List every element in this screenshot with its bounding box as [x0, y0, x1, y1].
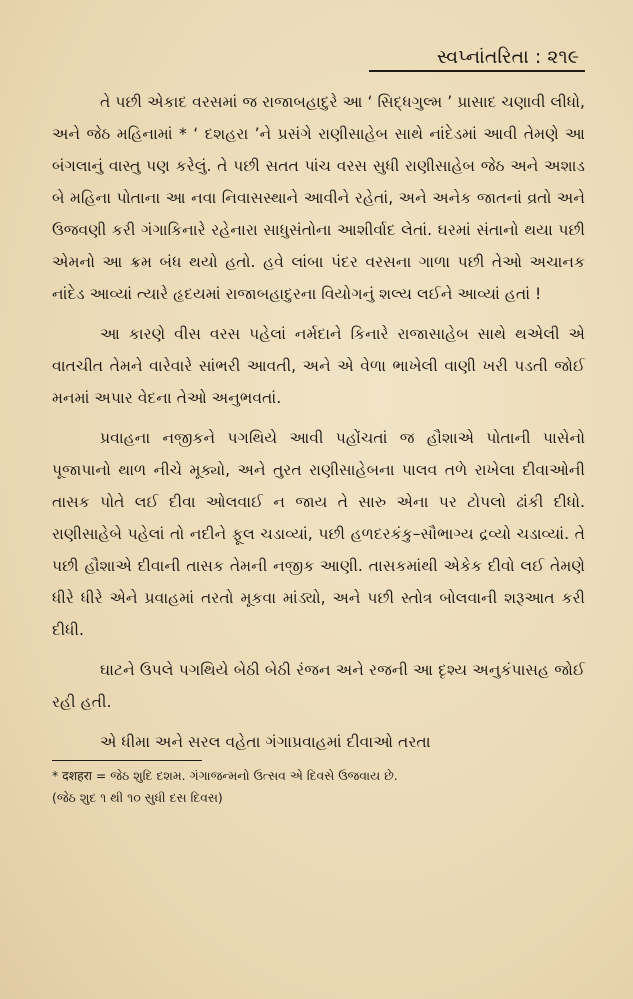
paragraph-1: તે પછી એકાદ વરસમાં જ રાજાબહાદુરે આ ‘ સિદ્ધગુલ્મ ’ પ્રાસાદ ચણાવી લીધો, અને જેઠ મહિનામાં * ‘ દશહરા ’ને પ્રસંગે રાણીસાહેબ સાથે નાંદેડમાં આવી તેમણે આ બંગલાનું વાસ્તુ પણ કરેલું. તે પછી સતત પાંચ વરસ સુધી રાણીસાહેબ જેઠ અને અશાડ બે મહિના પોતાના આ નવા નિવાસસ્થાને આવીને રહેતાં, અને અનેક જાતનાં વ્રતો અને ઉજવણી કરી ગંગાકિનારે રહેનારા સાધુસંતોના આશીર્વાદ લેતાં. ઘરમાં સંતાનો થયા પછી એમનો આ ક્રમ બંધ થયો હતો. હવે લાંબા પંદર વરસના ગાળા પછી તેઓ અચાનક નાંદેડ આવ્યાં ત્યારે હૃદયમાં રાજાબહાદુરના વિયોગનું શલ્ય લઈને આવ્યાં હતાં ! [52, 93, 585, 303]
footnote-line-2: (જેઠ શુદ ૧ થી ૧૦ સુધી દસ દિવસ) [52, 790, 223, 805]
paragraph-2: આ કારણે વીસ વરસ પહેલાં નર્મદાને કિનારે રાજાસાહેબ સાથે થએલી એ વાતચીત તેમને વારેવારે સાંભરી આવતી, અને એ વેળા ભાખેલી વાણી ખરી પડતી જોઈ મનમાં અપાર વેદના તેઓ અનુભવતાં. [52, 325, 585, 407]
footnote-rule [52, 760, 202, 761]
paragraph-3: પ્રવાહના નજીકને પગથિયે આવી પહોંચતાં જ હૌશાએ પોતાની પાસેનો પૂજાપાનો થાળ નીચે મૂક્યો, અને તુરત રાણીસાહેબના પાલવ તળે રાખેલા દીવાઓની તાસક પોતે લઈ દીવા ઓલવાઈ ન જાય તે સારુ એના પર ટોપલો ઢાંકી દીધો. રાણીસાહેબે પહેલાં તો નદીને ફૂલ ચડાવ્યાં, પછી હળદરકંકુ–સૌભાગ્ય દ્રવ્યો ચડાવ્યાં. તે પછી હૌશાએ દીવાની તાસક તેમની નજીક આણી. તાસકમાંથી એકેક દીવો લઈ તેમણે ધીરે ધીરે એને પ્રવાહમાં તરતો મૂકવા માંડ્યો, અને પછી સ્તોત્ર બોલવાની શરૂઆત કરી દીધી. [52, 429, 585, 639]
footnote-line-1: * दशहरा = જેઠ શુદિ દશમ. ગંગાજન્મનો ઉત્સવ એ દિવસે ઉજવાય છે. [52, 768, 398, 783]
paragraph-4: ઘાટને ઉપલે પગથિયે બેઠી બેઠી રંજન અને રજની આ દૃશ્ય અનુકંપાસહ જોઈ રહી હતી. [52, 661, 585, 711]
paragraph-5: એ ધીમા અને સરલ વહેતા ગંગાપ્રવાહમાં દીવાઓ તરતા [100, 733, 431, 751]
running-head: સ્વપ્નાંતરિતા : ૨૧૯ [369, 46, 585, 72]
